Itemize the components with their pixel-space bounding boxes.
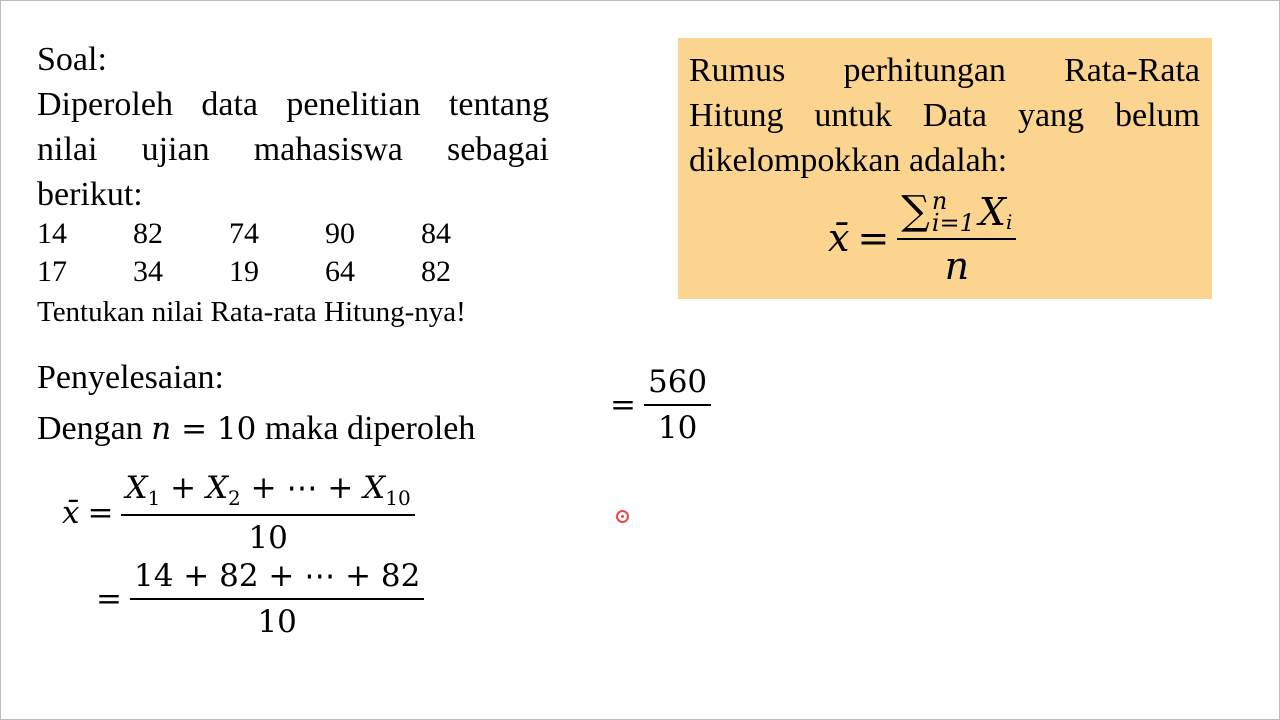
numerator: 560 [644, 364, 711, 406]
lower-limit: i=1 [931, 209, 975, 237]
data-value: 82 [133, 217, 163, 250]
data-value: 82 [421, 255, 451, 288]
data-value: 34 [133, 255, 163, 288]
data-value: 74 [229, 217, 259, 250]
data-row-1 [37, 216, 517, 252]
data-value: 19 [229, 255, 259, 288]
intro-equation: = 10 [171, 411, 257, 447]
formula-box [678, 38, 1212, 299]
numerator [897, 188, 1016, 240]
data-value: 64 [325, 255, 355, 288]
mean-symbol: x̄ [828, 216, 850, 260]
sum-limits [931, 187, 975, 237]
denominator: 10 [257, 604, 297, 640]
problem-title: Soal: [37, 41, 107, 78]
data-value: 17 [37, 255, 67, 288]
data-value: 84 [421, 217, 451, 250]
intro-before: Dengan [37, 410, 143, 447]
mean-equation-step-3 [602, 364, 711, 446]
fraction [130, 558, 424, 640]
fraction [897, 188, 1016, 288]
solution-title: Penyelesaian: [37, 359, 224, 396]
term: X [978, 190, 1006, 234]
data-row-2 [37, 254, 517, 290]
data-value: 90 [325, 217, 355, 250]
equals-sign: = [87, 495, 114, 532]
sum-icon: ∑ [901, 188, 930, 234]
intro-variable: n [151, 411, 172, 447]
laser-pointer-icon [616, 510, 629, 523]
mean-equation-step-2 [88, 558, 424, 640]
equals-sign: = [96, 581, 122, 617]
data-value: 14 [37, 217, 67, 250]
formula-description: Rumus perhitungan Rata-Rata Hitung untuk Data yang belum dikelompokkan adalah: [689, 52, 1200, 179]
solution-intro [37, 407, 475, 451]
equals-sign: = [857, 216, 890, 260]
upper-limit: n [931, 187, 948, 215]
denominator: 10 [657, 410, 698, 446]
term-subscript: i [1005, 210, 1013, 234]
problem-description: Diperoleh data penelitian tentang nilai ujian mahasiswa sebagai berikut: [37, 86, 549, 213]
problem-question: Tentukan nilai Rata-rata Hitung-nya! [37, 296, 466, 328]
mean-equation-step-1 [62, 470, 415, 556]
mean-formula [828, 188, 1016, 288]
denominator: 10 [248, 520, 288, 557]
numerator: 14 + 82 + ⋯ + 82 [130, 558, 424, 600]
mean-symbol: x̄ [62, 495, 80, 532]
fraction [121, 470, 414, 556]
intro-after: maka diperoleh [264, 410, 476, 447]
equals-sign: = [610, 387, 636, 423]
numerator: $X_1 + X_2$ + ⋯ + $X_{10}$ [121, 470, 414, 516]
fraction [644, 364, 711, 446]
denominator: n [944, 244, 970, 288]
